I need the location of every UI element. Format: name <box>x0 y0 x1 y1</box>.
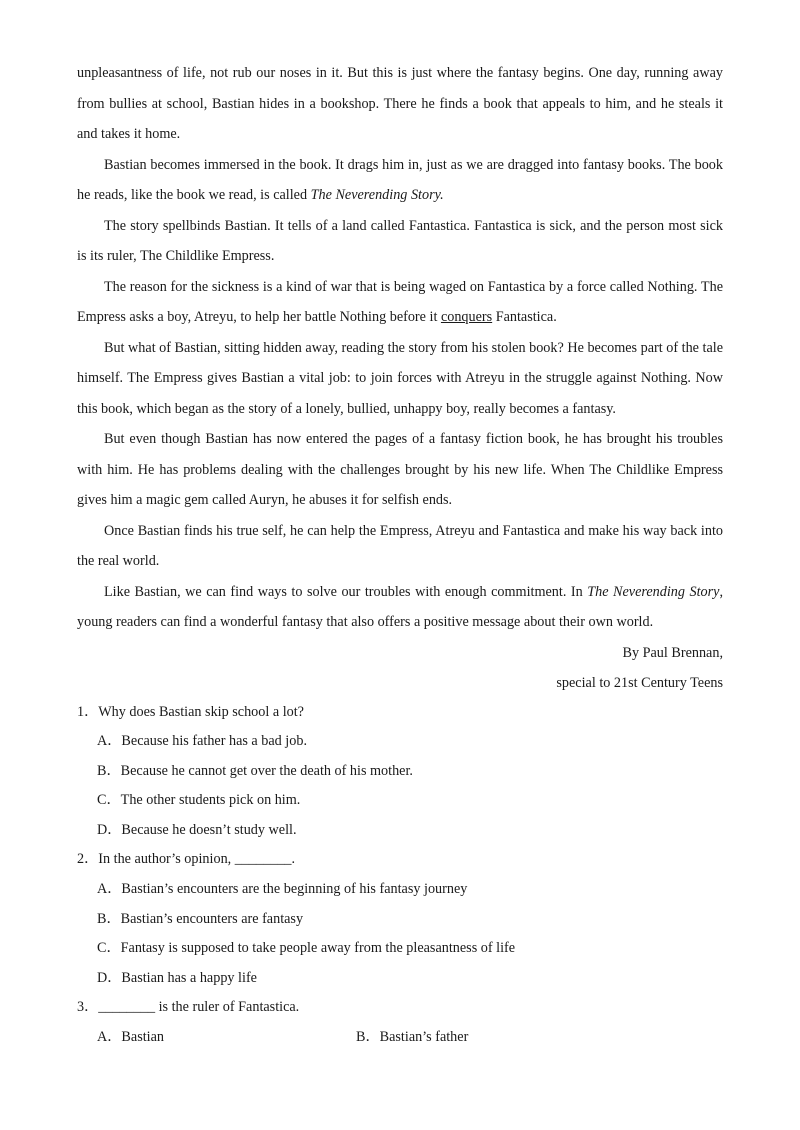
passage-paragraph <box>77 516 723 577</box>
question-2 <box>77 845 723 993</box>
paragraph-text: Bastian becomes immersed in the book. It drags him in, just as we are dragged into fantasy books. The book he reads, like the book we read, is called <box>77 156 723 203</box>
option-a: A．Because his father has a bad job. <box>97 733 307 750</box>
paragraph-text: , young readers can find a wonderful fantasy that also offers a positive message about their own world. <box>77 583 724 630</box>
option-a: A．Bastian’s encounters are the beginning of his fantasy journey <box>97 881 468 898</box>
paragraph-text: Once Bastian finds his true self, he can help the Empress, Atreyu and Fantastica and make his way back into the real world. <box>77 522 723 569</box>
question-stem: 3．________ is the ruler of Fantastica. <box>77 999 300 1016</box>
passage-paragraph <box>77 211 723 272</box>
paragraph-text: Like Bastian, we can find ways to solve our troubles with enough commitment. In <box>104 583 588 600</box>
question-3 <box>77 993 723 1052</box>
book-title: The Neverending Story. <box>310 187 444 203</box>
book-title: The Neverending Story <box>587 583 720 600</box>
option-d: D．Bastian has a happy life <box>97 969 257 986</box>
option-b: B．Bastian’s encounters are fantasy <box>97 910 304 927</box>
passage-paragraph <box>77 333 723 425</box>
passage-paragraph <box>77 58 723 150</box>
paragraph-text: But what of Bastian, sitting hidden away, reading the story from his stolen book? He becomes part of the tale himself. The Empress gives Bastian a vital job: to join forces with Atreyu in the struggle against Nothing. Now this book, which began as the story of a lonely, bullied, unhappy boy, really becomes a fantasy. <box>77 339 723 417</box>
question-stem: 2．In the author’s opinion, ________. <box>77 851 296 868</box>
paragraph-text: But even though Bastian has now entered the pages of a fantasy fiction book, he has brought his troubles with him. He has problems dealing with the challenges brought by his new life. When The Childlike Empress gives him a magic gem called Auryn, he abuses it for selfish ends. <box>77 431 723 508</box>
option-a: A．Bastian <box>97 1029 164 1046</box>
passage-paragraph <box>77 424 723 516</box>
question-1 <box>77 698 723 846</box>
paragraph-text: The story spellbinds Bastian. It tells of a land called Fantastica. Fantastica is sick, and the person most sick is its ruler, The Childlike Empress. <box>77 217 723 264</box>
question-stem: 1．Why does Bastian skip school a lot? <box>77 703 304 720</box>
byline-author: By Paul Brennan, <box>622 644 723 661</box>
option-row <box>77 1023 723 1053</box>
option-b: B．Because he cannot get over the death of his mother. <box>97 762 413 779</box>
option-c: C．The other students pick on him. <box>97 792 301 809</box>
passage-paragraph <box>77 577 723 638</box>
byline-source: special to 21st Century Teens <box>556 674 723 691</box>
paragraph-text: unpleasantness of life, not rub our noses in it. But this is just where the fantasy begins. One day, running away from bullies at school, Bastian hides in a bookshop. There he finds a book that appeals to him, and he steals it and takes it home. <box>77 65 723 142</box>
paragraph-text: Fantastica. <box>492 309 557 325</box>
option-c: C．Fantasy is supposed to take people away from the pleasantness of life <box>97 940 516 957</box>
document-page <box>77 58 723 1053</box>
underlined-word: conquers <box>440 309 493 325</box>
paragraph-text: The reason for the sickness is a kind of war that is being waged on Fantastica by a force called Nothing. The Empress asks a boy, Atreyu, to help her battle Nothing before it <box>77 278 723 325</box>
option-d: D．Because he doesn’t study well. <box>97 821 297 838</box>
passage-paragraph <box>77 150 723 211</box>
passage-paragraph <box>77 272 723 333</box>
option-b: B．Bastian’s father <box>356 1029 469 1046</box>
